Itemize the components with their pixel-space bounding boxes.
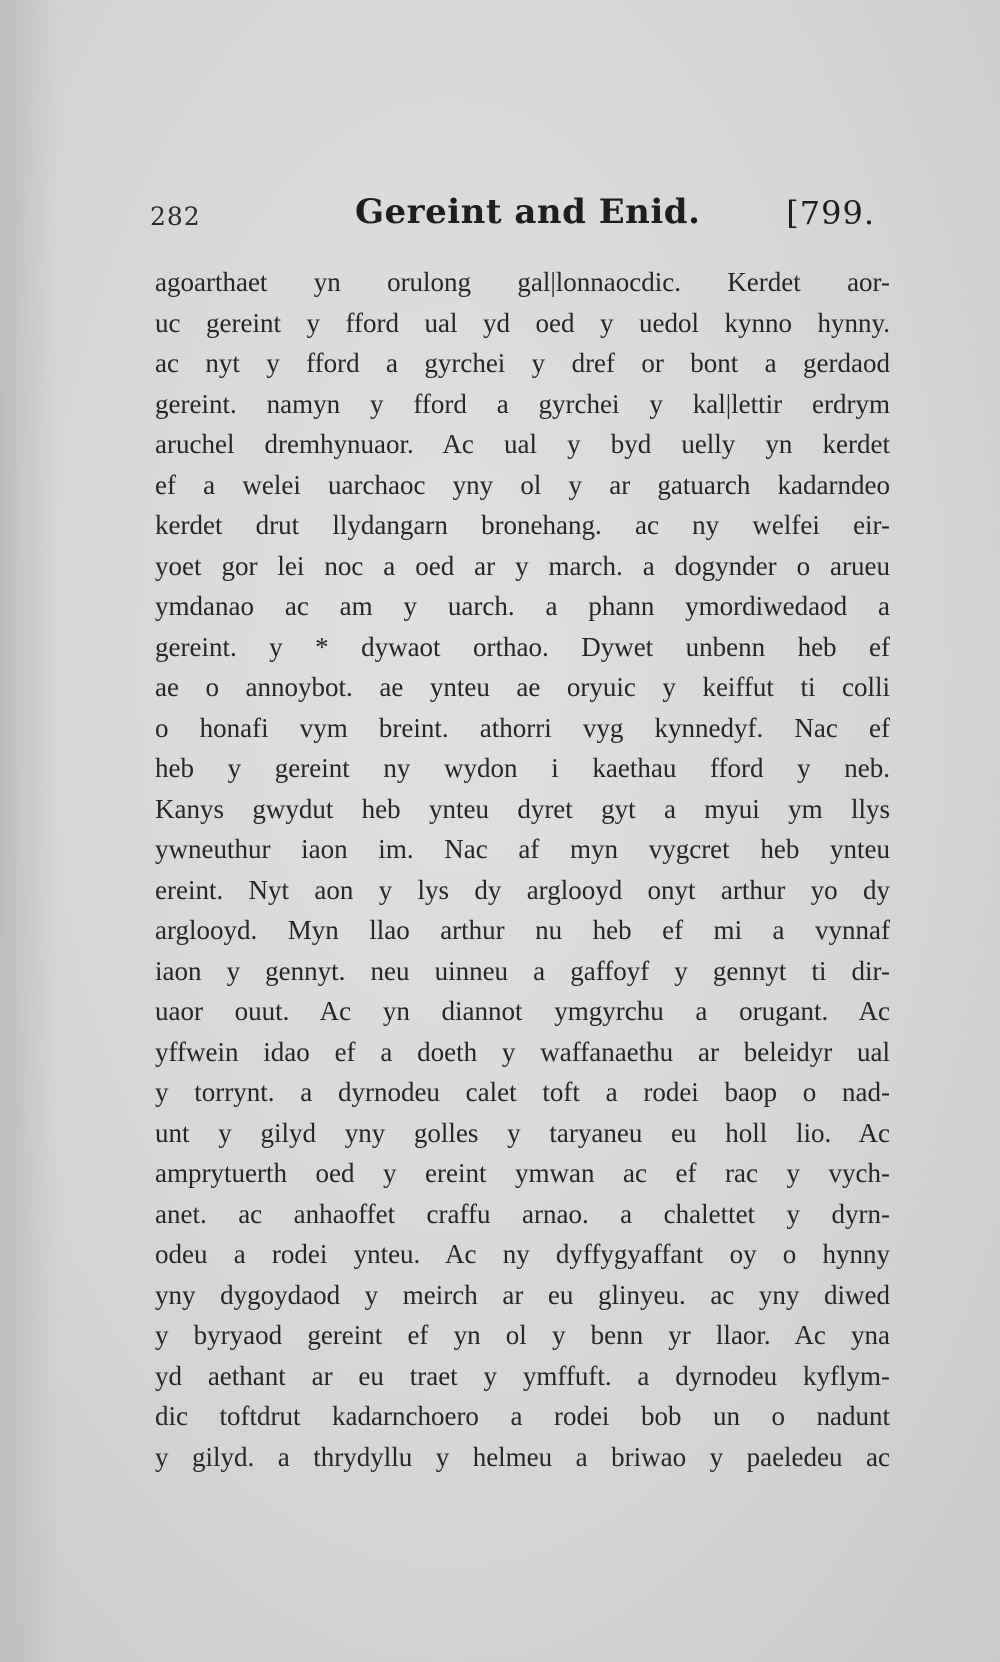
body-text	[155, 262, 890, 1477]
text-line: yffwein idao ef a doeth y waffanaethu ar beleidyr ual	[155, 1036, 890, 1067]
running-title: Gereint and Enid.	[355, 192, 701, 232]
text-line: heb y gereint ny wydon i kaethau fford y neb.	[155, 753, 890, 783]
text-line: y gilyd. a thrydyllu y helmeu a briwao y paeledeu ac	[155, 1441, 890, 1472]
text-line: agoarthaet yn orulong gal|lonnaocdic. Kerdet aor-	[155, 267, 890, 297]
text-line: amprytuerth oed y ereint ymwan ac ef rac y vych-	[155, 1158, 890, 1188]
text-line: ef a welei uarchaoc yny ol y ar gatuarch kadarndeo	[155, 469, 890, 500]
text-line: yny dygoydaod y meirch ar eu glinyeu. ac yny diwed	[155, 1279, 890, 1310]
text-line: uc gereint y fford ual yd oed y uedol kynno hynny.	[155, 307, 890, 338]
text-line: anet. ac anhaoffet craffu arnao. a chalettet y dyrn-	[155, 1198, 890, 1229]
page-number: 282	[150, 202, 201, 231]
text-line: ac nyt y fford a gyrchei y dref or bont a gerdaod	[155, 348, 890, 378]
text-line: arglooyd. Myn llao arthur nu heb ef mi a vynnaf	[155, 915, 890, 945]
text-line: aruchel dremhynuaor. Ac ual y byd uelly yn kerdet	[155, 429, 890, 459]
page-header	[150, 192, 875, 244]
text-line: unt y gilyd yny golles y taryaneu eu holl lio. Ac	[155, 1117, 890, 1148]
text-line: ywneuthur iaon im. Nac af myn vygcret heb ynteu	[155, 834, 890, 864]
text-line: kerdet drut llydangarn bronehang. ac ny welfei eir-	[155, 510, 890, 540]
text-line: odeu a rodei ynteu. Ac ny dyffygyaffant oy o hynny	[155, 1239, 890, 1269]
text-line: yd aethant ar eu traet y ymffuft. a dyrnodeu kyflym-	[155, 1360, 890, 1391]
text-line: o honafi vym breint. athorri vyg kynnedyf. Nac ef	[155, 712, 890, 743]
text-line: yoet gor lei noc a oed ar y march. a dogynder o arueu	[155, 550, 890, 581]
text-line: Kanys gwydut heb ynteu dyret gyt a myui ym llys	[155, 793, 890, 824]
text-line: iaon y gennyt. neu uinneu a gaffoyf y gennyt ti dir-	[155, 955, 890, 986]
text-line: y torrynt. a dyrnodeu calet toft a rodei baop o nad-	[155, 1077, 890, 1107]
text-line: gereint. y * dywaot orthao. Dywet unbenn heb ef	[155, 631, 890, 662]
text-line: ymdanao ac am y uarch. a phann ymordiwedaod a	[155, 591, 890, 621]
text-line: y byryaod gereint ef yn ol y benn yr llaor. Ac yna	[155, 1320, 890, 1350]
section-mark: [799.	[786, 194, 875, 232]
text-line: ae o annoybot. ae ynteu ae oryuic y keiffut ti colli	[155, 672, 890, 702]
text-line: ereint. Nyt aon y lys dy arglooyd onyt arthur yo dy	[155, 874, 890, 905]
page-gutter-shadow	[0, 0, 60, 1662]
text-line: dic toftdrut kadarnchoero a rodei bob un o nadunt	[155, 1401, 890, 1431]
text-line: uaor ouut. Ac yn diannot ymgyrchu a orugant. Ac	[155, 996, 890, 1026]
text-line: gereint. namyn y fford a gyrchei y kal|lettir erdrym	[155, 388, 890, 419]
